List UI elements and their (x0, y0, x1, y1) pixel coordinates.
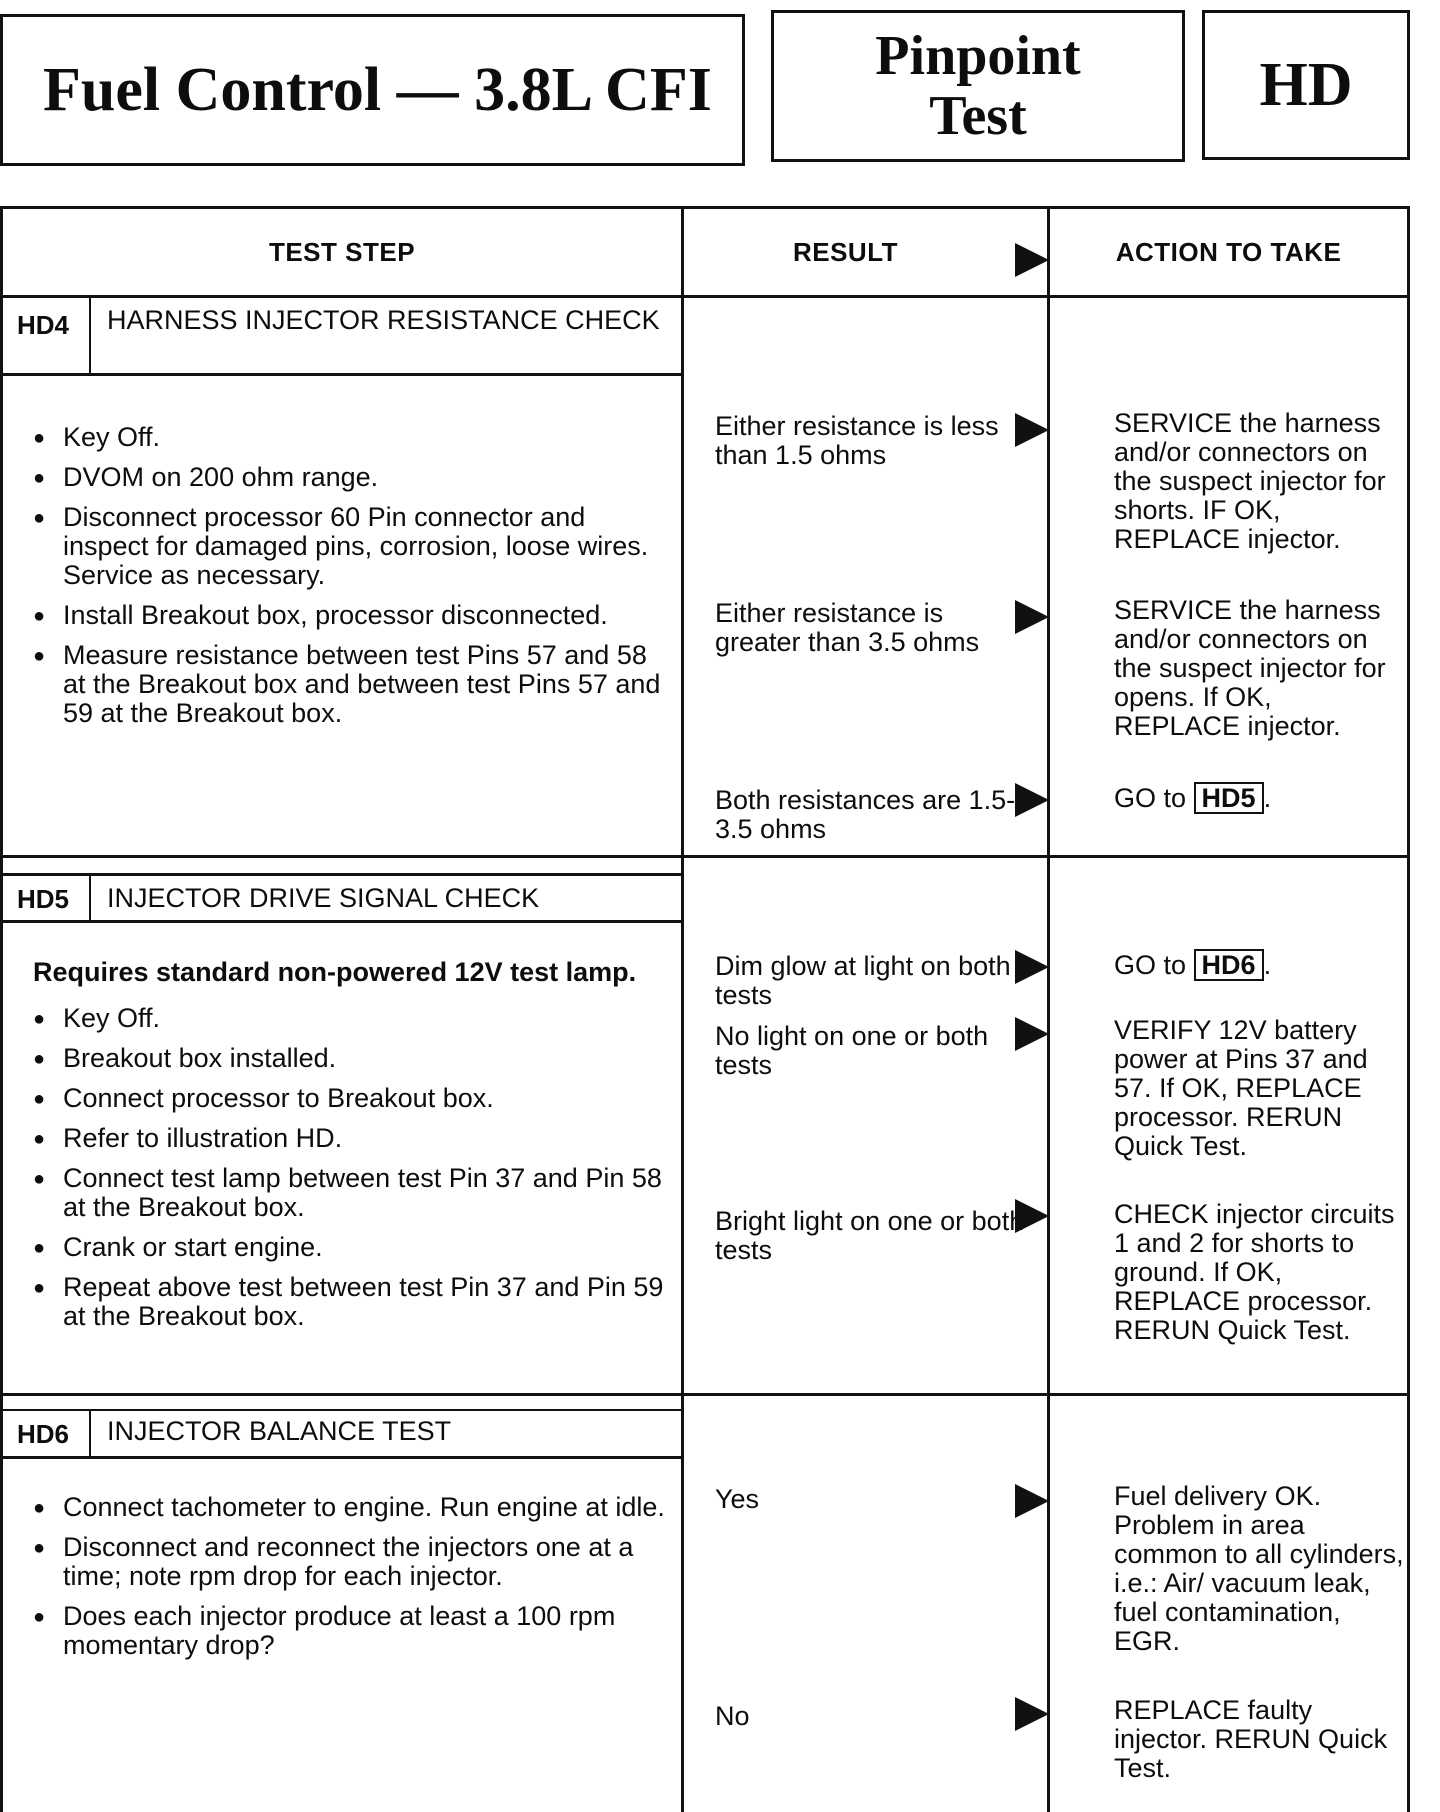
col-header-test-step: TEST STEP (268, 236, 416, 267)
instruction-item: ● Connect test lamp between test Pin 37 and Pin 58 at the Breakout box. (33, 1164, 673, 1222)
result-text: Either resistance is less than 1.5 ohms (715, 411, 999, 470)
instruction-item: ● Key Off. (33, 423, 673, 452)
section-divider (3, 1393, 1407, 1396)
step-title: INJECTOR BALANCE TEST (107, 1416, 452, 1446)
instruction-item: ● Crank or start engine. (33, 1233, 673, 1262)
col-header-result: RESULT (792, 236, 899, 267)
action-text: Fuel delivery OK. Problem in area common to all cylinders, i.e.: Air/ vacuum leak, fuel contamination, EGR. (1114, 1481, 1404, 1656)
pinpoint-test-table (0, 206, 1410, 1812)
action-text: CHECK injector circuits 1 and 2 for shorts to ground. If OK, REPLACE processor. RERUN Quick Test. (1114, 1199, 1395, 1345)
result-text: Dim glow at light on both tests (715, 951, 1011, 1010)
instruction-item: ● Key Off. (33, 1004, 673, 1033)
action-text: SERVICE the harness and/or connectors on the suspect injector for opens. If OK, REPLACE injector. (1114, 595, 1386, 741)
goto-step-hd6-link[interactable]: HD6 (1194, 949, 1264, 981)
section-divider (3, 855, 1407, 858)
action-prefix: GO to (1114, 783, 1187, 813)
action-text: VERIFY 12V battery power at Pins 37 and 57. If OK, REPLACE processor. RERUN Quick Test. (1114, 1015, 1368, 1161)
action-text: SERVICE the harness and/or connectors on the suspect injector for shorts. IF OK, REPLACE injector. (1114, 408, 1386, 554)
instruction-item: ● DVOM on 200 ohm range. (33, 463, 673, 492)
column-divider (1047, 209, 1050, 1812)
arrow-icon (1015, 1199, 1049, 1233)
instruction-item: ● Repeat above test between test Pin 37 and Pin 59 at the Breakout box. (33, 1273, 673, 1331)
arrow-icon (1015, 600, 1049, 634)
pinpoint-line-2: Test (929, 85, 1027, 147)
step-header-hd4 (3, 298, 683, 376)
result-text: Yes (715, 1484, 760, 1514)
instruction-item: ● Disconnect and reconnect the injectors one at a time; note rpm drop for each injector. (33, 1533, 673, 1591)
action-text: REPLACE faulty injector. RERUN Quick Test. (1114, 1695, 1388, 1783)
instruction-item: ● Disconnect processor 60 Pin connector and inspect for damaged pins, corrosion, loose wires. Service as necessary. (33, 503, 673, 590)
instruction-item: ● Install Breakout box, processor disconnected. (33, 601, 673, 630)
step-title: INJECTOR DRIVE SIGNAL CHECK (107, 883, 540, 913)
step-header-hd5 (3, 873, 683, 923)
step-instructions-hd4 (33, 423, 673, 739)
arrow-icon (1015, 1017, 1049, 1051)
result-text: No light on one or both tests (715, 1021, 989, 1080)
instruction-item: ● Connect tachometer to engine. Run engine at idle. (33, 1493, 673, 1522)
col-header-action: ACTION TO TAKE (1115, 236, 1342, 267)
arrow-icon (1015, 413, 1049, 447)
pinpoint-test-label (771, 10, 1185, 162)
step-requirement: Requires standard non-powered 12V test lamp. (33, 957, 637, 987)
action-suffix: . (1263, 950, 1272, 980)
action-goto (1114, 949, 1404, 981)
step-title: HARNESS INJECTOR RESISTANCE CHECK (107, 305, 660, 335)
column-divider (681, 209, 684, 1812)
goto-step-hd5-link[interactable]: HD5 (1194, 782, 1264, 814)
test-code: HD (1259, 50, 1353, 119)
action-prefix: GO to (1114, 950, 1187, 980)
result-text: Bright light on one or both tests (715, 1206, 1025, 1265)
result-text: No (715, 1701, 750, 1731)
result-text: Both resistances are 1.5-3.5 ohms (715, 785, 1016, 844)
arrow-icon (1015, 783, 1049, 817)
pinpoint-line-1: Pinpoint (875, 25, 1081, 87)
result-text: Either resistance is greater than 3.5 ohms (715, 598, 980, 657)
step-code: HD5 (3, 876, 91, 920)
arrow-icon (1015, 950, 1049, 984)
step-code: HD6 (3, 1411, 91, 1456)
action-goto (1114, 782, 1404, 814)
step-instructions-hd5 (33, 1004, 673, 1342)
instruction-item: ● Connect processor to Breakout box. (33, 1084, 673, 1113)
step-header-hd6 (3, 1409, 683, 1459)
step-code: HD4 (3, 298, 91, 373)
arrow-icon (1015, 1697, 1049, 1731)
arrow-icon (1015, 1484, 1049, 1518)
step-instructions-hd6 (33, 1493, 673, 1671)
instruction-item: ● Measure resistance between test Pins 57 and 58 at the Breakout box and between test Pins 57 and 59 at the Breakout box. (33, 641, 673, 728)
instruction-item: ● Does each injector produce at least a 100 rpm momentary drop? (33, 1602, 673, 1660)
action-suffix: . (1263, 783, 1272, 813)
instruction-item: ● Breakout box installed. (33, 1044, 673, 1073)
test-code-box (1202, 10, 1410, 160)
page-title-text: Fuel Control — 3.8L CFI (43, 55, 712, 124)
arrow-icon (1015, 243, 1049, 277)
instruction-item: ● Refer to illustration HD. (33, 1124, 673, 1153)
page-title (0, 14, 745, 166)
